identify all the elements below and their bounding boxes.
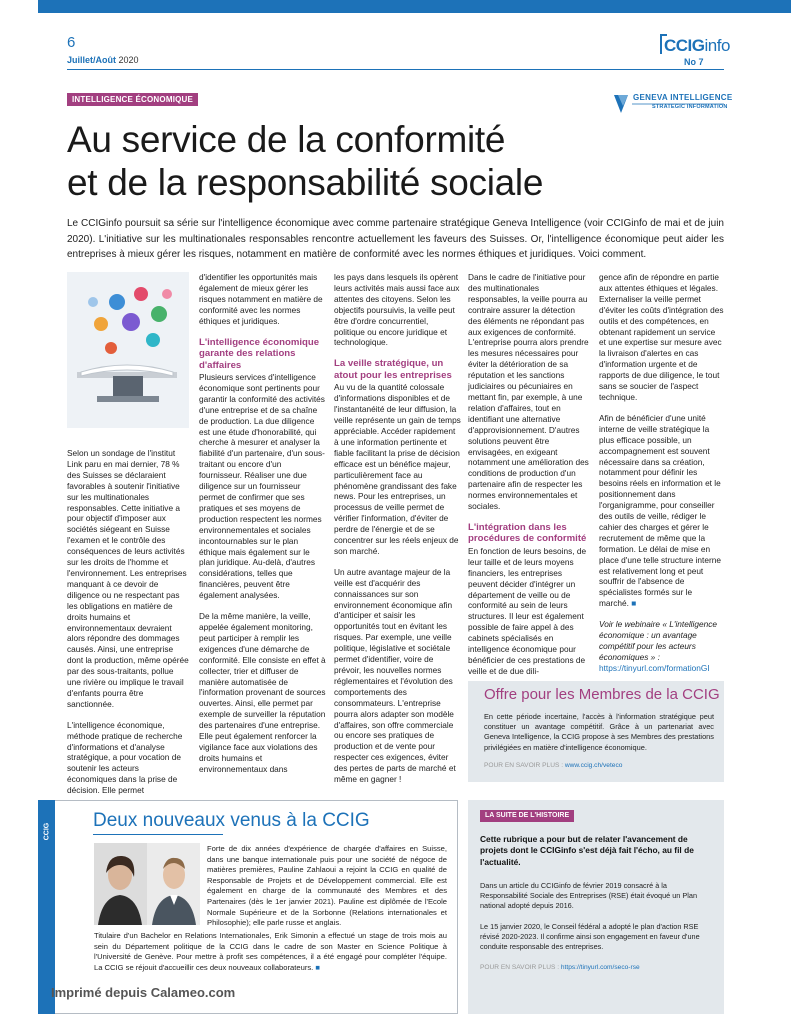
subheading: La veille stratégique, un atout pour les entreprises	[334, 358, 452, 381]
ccig-info-logo: CCIGinfo	[664, 36, 730, 55]
paragraph: Un autre avantage majeur de la veille est d'acquérir des connaissances sur son environnement économique afin d'anticiper et saisir les opportunités tout en évitant les risques. Par exemple, une veille politique, législative et sociétale permet d'identifier, voire de prévoir, les nouvelles normes réglementaires et l'évolution des comportements des consommateurs. L'entreprise pourra alors adapter son modèle d'affaires, son offre commerciale ou encore ses pratiques de production et de vente pour respecter ces exigences, éviter des pertes de parts de marché et même en gagner !	[334, 566, 456, 785]
article-column-4	[468, 272, 589, 687]
article-lead: Le CCIGinfo poursuit sa série sur l'intelligence économique avec comme partenaire stratégique Geneva Intelligence (voir CCIGinfo de mai et de juin 2020). L'initiative sur les multinationales responsables rencontre actuellement les faveurs des Suisses. Or, l'intelligence économique peut aider les entreprises à mieux gérer les risques, notamment en matière de conformité avec les normes éthiques et juridiques. Voici comment.	[67, 218, 724, 260]
end-mark-icon: ■	[631, 598, 637, 609]
paragraph: L'intelligence économique, méthode pratique de recherche d'informations et d'analyse stratégique, a pour vocation de soutenir les acteurs économiques dans la prise de décision. Elle permet	[67, 719, 183, 796]
new-staff-title: Deux nouveaux venus à la CCIG	[93, 810, 370, 831]
paragraph: En fonction de leurs besoins, de leur taille et de leurs moyens financiers, les entreprises peuvent décider d'intégrer un département de veille ou de conformité au sein de leurs structures. Il leur est également possible de faire appel à des cabinets spécialisés en intelligence économique pour bénéficier de ces prestations de veille et de due dili-	[468, 545, 587, 676]
subheading: L'intégration dans les procédures de conformité	[468, 521, 587, 545]
paragraph: Afin de bénéficier d'une unité interne de veille stratégique la plus efficace possible, un accompagnement est souvent nécessaire dans sa création, notamment pour définir les besoins réels en information et le positionnement dans l'organigramme, pour conseiller des outils de veille, rédiger le cahier des charges et gérer le recrutement de même que la formation. Le délai de mise en place d'une telle structure interne est relativement long et peut souffrir de l'absence de spécialistes formés sur le marché. ■	[599, 412, 721, 609]
partner-logo-subtitle: STRATEGIC INFORMATION	[652, 104, 728, 110]
header-rule	[67, 69, 724, 70]
follow-up-link[interactable]: https://tinyurl.com/seco-rse	[560, 964, 640, 971]
paragraph: les pays dans lesquels ils opèrent leurs activités mais aussi face aux attentes des citoyens. Selon les objectifs poursuivis, la veille peut être d'ordre concurrentiel, politique ou encore juridique et technologique.	[334, 272, 460, 348]
follow-up-lead: Cette rubrique a pour but de relater l'avancement de projets dont le CCIGinfo s'est déjà fait l'écho, au fil de l'actualité.	[480, 834, 694, 867]
article-column-3	[334, 272, 461, 795]
new-staff-text-1: Forte de dix années d'expérience de chargée d'affaires en Suisse, dans une banque internationale puis pour une société de négoce de matières premières, Pauline Zahlaoui a rejoint la CCIG en qualité de Responsable de Projets et de Développement commercial. Elle est également en charge de la communauté des Membres et des Partenaires (dès le 1er janvier 2021). Pauline est diplômée de l'Ecole Normale Supérieure et de la Sorbonne (Relations internationales et Philosophie); elle parle russe et anglais.	[207, 844, 447, 928]
staff-portraits	[94, 843, 200, 925]
webinar-link[interactable]: https://tinyurl.com/formationGI	[599, 662, 710, 673]
paragraph: Au vu de la quantité colossale d'informations disponibles et de l'instantanéité de leur diffusion, la veille représente un gain de temps appréciable. Accéder rapidement à une information pertinente et fiable facilitant la prise de décision efficace est un bénéfice majeur, particulièrement face au phénomène grandissant des fake news. Pour les entreprises, un processus de veille permet de vérifier l'information, d'éviter de perdre de l'énergie et de se concentrer sur les réels enjeux de son marché.	[334, 382, 461, 556]
issue-number: No 7	[684, 57, 704, 67]
new-staff-text-2: Titulaire d'un Bachelor en Relations Internationales, Erik Simonin a effectué un stage de trois mois au sein du Département politique de la CCIG dans le cadre de son Master en Science Politique à l'Université de Genève. Pour mettre à profit ses compétences, il a été engagé pour compléter l'équipe. La CCIG se réjouit d'accueillir ces deux nouveaux collaborateurs. ■	[94, 931, 447, 972]
laptop-illustration	[67, 272, 189, 428]
end-mark-icon: ■	[315, 962, 320, 972]
paragraph: d'identifier les opportunités mais également de mieux gérer les risques notamment en matière de conformité avec les normes éthiques et juridiques.	[199, 272, 323, 326]
offer-more-info: POUR EN SAVOIR PLUS : www.ccig.ch/veteco	[484, 762, 623, 769]
partner-logo-name: GENEVA INTELLIGENCE	[633, 93, 733, 102]
paragraph: Selon un sondage de l'institut Link paru en mai dernier, 78 % des Suisses se déclaraient favorables à soutenir l'initiative sur les multinationales responsables. Cette initiative a pour objectif d'imposer aux sociétés siégeant en Suisse l'examen et le contrôle des conséquences de leurs activités sur les droits de l'homme et l'environnement. Les entreprises manquant à ce devoir de diligence ou ne respectant pas les obligations en matière de droits humains et environnementaux devraient alors répondre des dommages causés. Ainsi, une entreprise dont la production, même opérée par des sous-traitants, pollue une rivière ou implique le travail d'enfants pourra être sanctionnée.	[67, 448, 189, 709]
offer-title: Offre pour les Membres de la CCIG	[484, 686, 720, 703]
offer-link[interactable]: www.ccig.ch/veteco	[564, 762, 623, 769]
article-column-2	[199, 272, 326, 785]
page-number: 6	[67, 34, 76, 51]
follow-up-tag: LA SUITE DE L'HISTOIRE	[480, 810, 574, 822]
section-tag: INTELLIGENCE ÉCONOMIQUE	[67, 93, 198, 106]
title-underline	[93, 834, 223, 835]
issue-date: Juillet/Août 2020	[67, 55, 139, 65]
article-column-1	[67, 448, 189, 806]
paragraph: gence afin de répondre en partie aux attentes éthiques et légales. Externaliser la veille permet d'éviter les coûts d'intégration des outils et des compétences, en obtenant rapidement un service et une expertise sur mesure avec la livraison d'alertes en cas d'information urgente et de rapports de due diligence, le tout sans se soucier de l'aspect technique.	[599, 272, 724, 402]
top-color-bar	[38, 0, 791, 13]
paragraph: De la même manière, la veille, appelée également monitoring, peut participer à remplir les exigences d'une démarche de conformité. Elle consiste en effet à collecter, trier et diffuser de manière automatisée de l'information provenant de sources ouvertes. Ainsi, elle permet par exemple de surveiller la réputation des partenaires d'une entreprise. Elle peut également renforcer la vigilance face aux violations des droits humains et environnementaux dans	[199, 611, 326, 774]
paragraph: Dans le cadre de l'initiative pour des multinationales responsables, la veille pourra au contraire assurer la détection des éléments ne répondant pas aux exigences de conformité. L'entreprise pourra alors prendre les mesures nécessaires pour éviter la détérioration de sa réputation et les sanctions judiciaires ou pécuniaires en mettant fin, par exemple, à une relation d'affaires, tout en identifiant une alternative d'approvisionnement. D'autres solutions peuvent être envisagées, en exigeant notamment une amélioration des conditions de production d'un partenaire afin de respecter les normes environnementales et sociales.	[468, 272, 589, 512]
paragraph: Voir le webinaire « L'intelligence économique : un avantage compétitif pour les acteurs économiques » : https://tinyurl.com/formationGI	[599, 619, 717, 673]
article-column-5	[599, 272, 724, 684]
article-headline: Au service de la conformité et de la responsabilité sociale	[67, 119, 544, 203]
follow-up-paragraph-2: Le 15 janvier 2020, le Conseil fédéral a adopté le plan d'action RSE révisé 2020-2023. Il confirme ainsi son engagement en faveur d'une conduite responsable des entreprises.	[480, 922, 700, 952]
paragraph: Plusieurs services d'intelligence économique sont pertinents pour garantir la conformité des activités d'une entreprise et de sa chaîne de production. La due diligence est une étude d'honorabilité, qui cherche à mesurer et analyser la fiabilité d'un partenaire, d'un sous-traitant ou encore d'un fournisseur. Réaliser une due diligence sur un fournisseur permet de confirmer que ses pratiques et ses moyens de production respectent les normes environnementales et sociales incontournables sur le plan éthique mais également sur le plan juridique. Au-delà, d'autres considérations, telles que financières, peuvent être également analysées.	[199, 372, 325, 601]
offer-text: En cette période incertaine, l'accès à l'information stratégique peut constituer un avantage compétitif. Grâce à un partenariat avec Geneva Intelligence, la CCIG propose à ses Membres des prestations privilégiées en matière d'intelligence économique.	[484, 712, 714, 752]
ccig-side-label: CCIG	[43, 822, 51, 841]
follow-up-more-info: POUR EN SAVOIR PLUS : https://tinyurl.com/seco-rse	[480, 964, 640, 971]
calameo-watermark: Imprimé depuis Calameo.com	[51, 985, 236, 1000]
follow-up-paragraph-1: Dans un article du CCIGinfo de février 2019 consacré à la Responsabilité Sociale des Entreprises (RSE) était évoqué un Plan national adopté depuis 2016.	[480, 881, 698, 911]
subheading: L'intelligence économique garante des relations d'affaires	[199, 336, 320, 371]
